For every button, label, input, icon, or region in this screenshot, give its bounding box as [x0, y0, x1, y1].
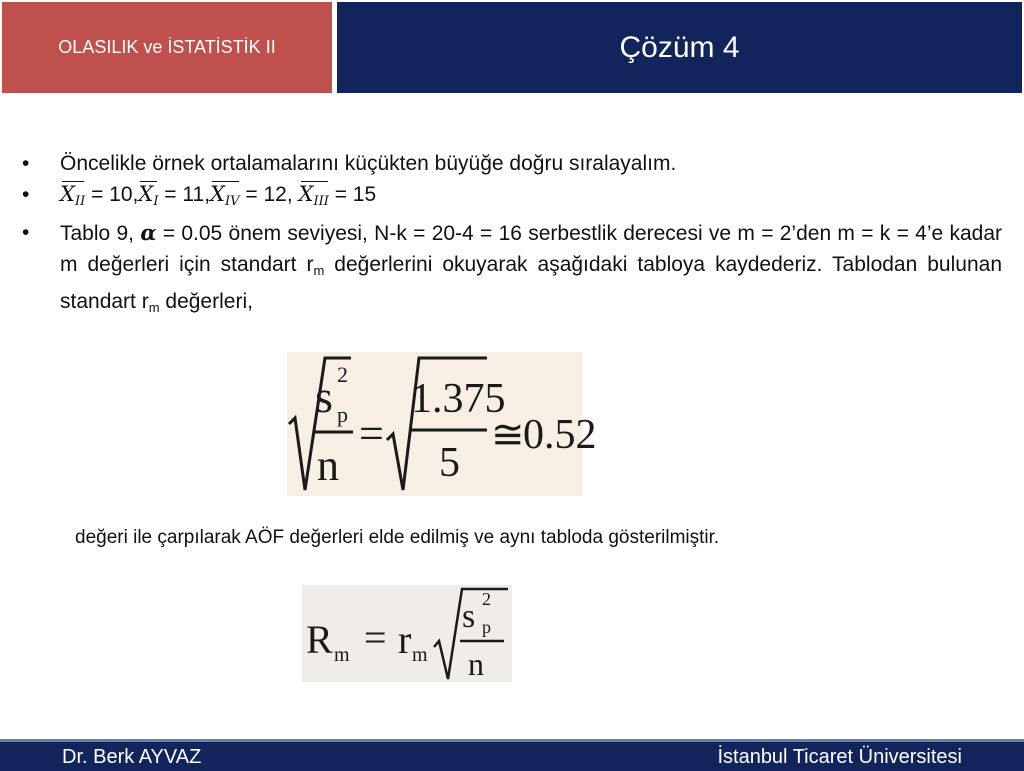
- svg-text:1.375: 1.375: [411, 376, 506, 422]
- svg-text:s: s: [462, 598, 476, 635]
- bullet-dot: •: [22, 152, 30, 175]
- mean-xbar-ii: $X_{II}$: [60, 182, 86, 209]
- bullet-1-text: Öncelikle örnek ortalamalarını küçükten büyüğe doğru sıralayalım.: [60, 152, 677, 175]
- footer-university: İstanbul Ticaret Üniversitesi: [717, 746, 962, 768]
- slide-title: Çözüm 4: [619, 30, 740, 64]
- svg-text:2: 2: [337, 362, 348, 387]
- bullet-2: [22, 179, 1002, 217]
- svg-text:5: 5: [439, 440, 460, 486]
- bullet-dot: •: [22, 183, 30, 206]
- course-title-box: [2, 2, 332, 93]
- svg-text:p: p: [482, 617, 491, 637]
- footer-author: Dr. Berk AYVAZ: [62, 746, 202, 768]
- formula-sqrt-sp2-over-n: [287, 352, 597, 496]
- svg-text:m: m: [334, 644, 350, 666]
- svg-text:p: p: [337, 402, 348, 427]
- svg-text:m: m: [412, 644, 428, 666]
- mean-xbar-i: $X_I$: [138, 182, 159, 209]
- slide-title-box: [337, 2, 1022, 93]
- bullet-3: • Tablo 9, α = 0.05 önem seviyesi, N-k = 20-4 = 16 serbestlik derecesi ve m = 2’den m = k = 4’e kadar m değerleri için standart $r_m$ değerlerini okuyarak aşağıdaki tabloya kaydederiz. Tablodan bulunan standart $r_m$ değerleri,: [22, 217, 1002, 323]
- svg-text:2: 2: [482, 589, 491, 609]
- mean-xbar-iv: $X_{IV}$: [210, 182, 240, 209]
- course-title: OLASILIK ve İSTATİSTİK II: [58, 37, 276, 57]
- mean-value-ii: = 10,: [85, 183, 139, 206]
- bullet-dot: •: [22, 221, 30, 244]
- formula-rm-definition: [302, 585, 512, 682]
- svg-text:s: s: [315, 371, 333, 422]
- alpha-symbol: α: [140, 220, 157, 245]
- svg-text:=: =: [359, 409, 384, 458]
- svg-text:=: =: [364, 615, 387, 660]
- svg-text:r: r: [398, 617, 412, 662]
- mean-xbar-iii: $X_{III}$: [298, 182, 329, 209]
- svg-text:R: R: [306, 617, 333, 662]
- footer: [0, 739, 1024, 771]
- svg-text:0.52: 0.52: [523, 412, 597, 458]
- svg-text:n: n: [317, 441, 339, 490]
- middle-text: değeri ile çarpılarak AÖF değerleri elde edilmiş ve aynı tabloda gösterilmiştir.: [75, 527, 720, 548]
- mean-value-iv: = 12,: [239, 183, 299, 206]
- content: [22, 148, 1002, 323]
- mean-value-iii: = 15: [328, 183, 377, 206]
- mean-value-i: = 11,: [158, 183, 211, 206]
- bullet-1: [22, 148, 1002, 179]
- svg-text:n: n: [468, 646, 484, 682]
- svg-text:≅: ≅: [491, 412, 525, 457]
